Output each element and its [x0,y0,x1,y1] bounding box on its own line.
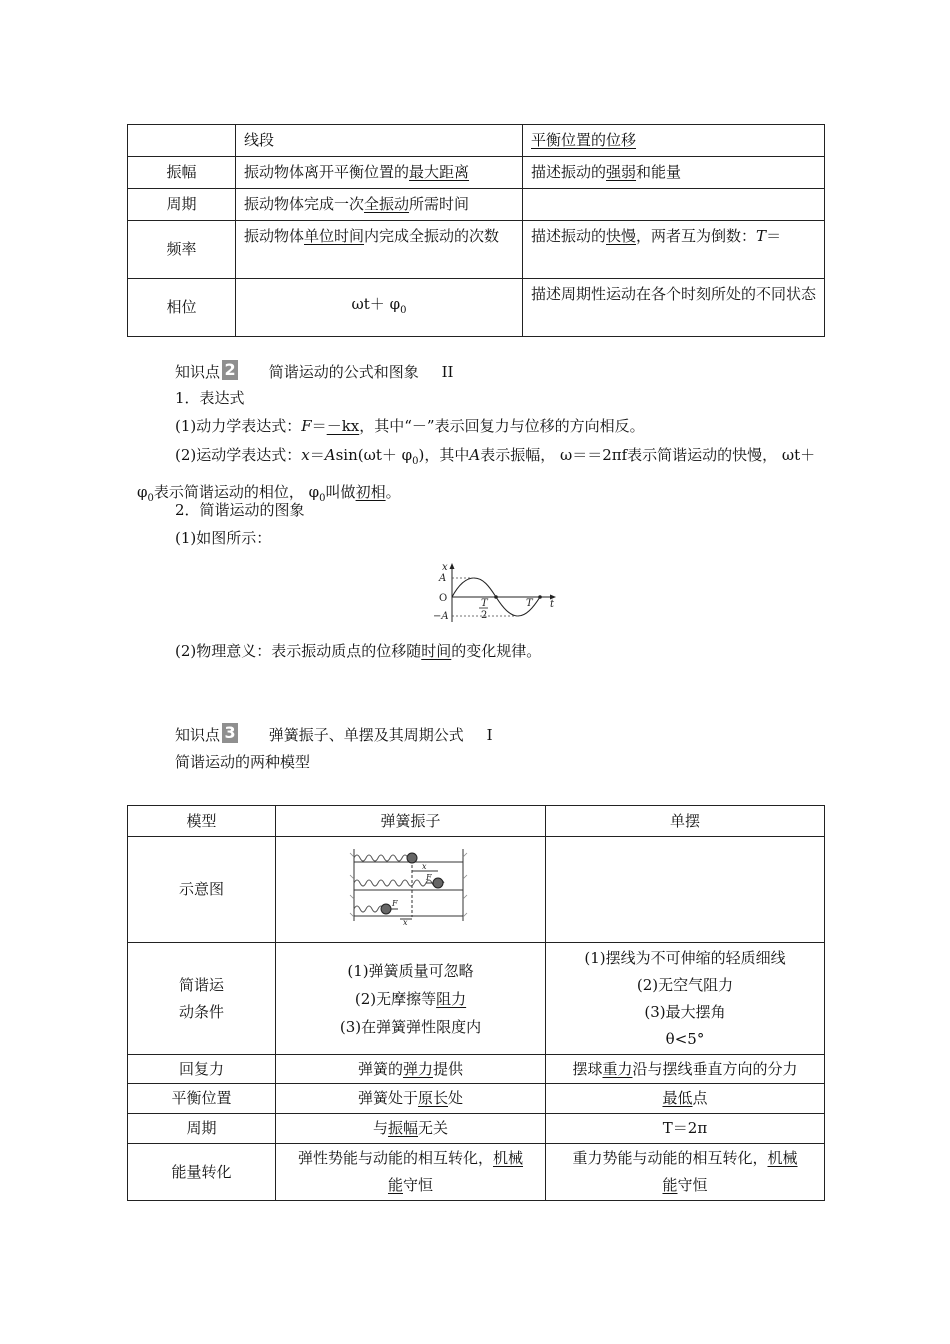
table-cell: 重力势能与动能的相互转化，机械 能守恒 [546,1144,825,1201]
section-2-heading: 知识点 2 简谐运动的公式和图象 II [175,360,454,381]
paragraph: (2)运动学表达式：$x=Asin(\omega t+ \varphi_0)$，其中A表示振幅， ω＝＝2πf表示简谐运动的快慢， $\omega t+ \varphi_0$表示简谐运动的相位， $\varphi_0$叫做初相。 [137,446,816,504]
table-row [128,221,825,279]
y-axis-label: x [442,562,448,573]
table-cell: 弹簧处于原长处 [276,1084,546,1114]
row-label: 周期 [128,1114,276,1144]
table-cell: 摆球重力沿与摆线垂直方向的分力 [546,1055,825,1084]
column-header: 模型 [128,806,276,837]
table-cell: $\omega t+ \varphi_0$ [236,279,523,337]
subheading: 2．简谐运动的图象 [175,501,305,519]
table-cell: (1)弹簧质量可忽略 (2)无摩擦等阻力 (3)在弹簧弹性限度内 [276,943,546,1055]
row-label: 简谐运 动条件 [128,943,276,1055]
table-cell [276,837,546,943]
table-row [128,125,825,157]
row-label: 回复力 [128,1055,276,1084]
displacement-label: x [403,918,408,925]
table-cell: 振动物体完成一次全振动所需时间 [236,189,523,221]
section-3-heading: 知识点 3 弹簧振子、单摆及其周期公式 I [175,723,493,744]
paragraph: (2)物理意义：表示振动质点的位移随时间的变化规律。 [175,642,542,660]
section-number-badge: 3 [222,723,238,743]
table-row [128,279,825,337]
row-label: 振幅 [128,157,236,189]
row-label: 频率 [128,221,236,279]
table-cell: 振动物体单位时间内完成全振动的次数 [236,221,523,279]
sine-graph [425,560,565,625]
table-cell: 描述振动的快慢，两者互为倒数：T＝ [523,221,825,279]
row-label: 相位 [128,279,236,337]
paragraph: 简谐运动的两种模型 [175,753,311,771]
table-cell: 振动物体离开平衡位置的最大距离 [236,157,523,189]
table-cell: 线段 [236,125,523,157]
table-cell: 描述周期性运动在各个时刻所处的不同状态 [523,279,825,337]
table-cell: 描述振动的强弱和能量 [523,157,825,189]
models-table [127,805,825,1201]
table-cell [546,837,825,943]
section-number-badge: 2 [222,360,238,380]
phase-formula: ωt＋ φ [351,295,401,313]
table-cell: 与振幅无关 [276,1114,546,1144]
paragraph: (1)如图所示： [175,529,272,547]
table-cell: (1)摆线为不可伸缩的轻质细线 (2)无空气阻力 (3)最大摆角 θ<5° [546,943,825,1055]
table-row [128,1114,825,1144]
half-period-numerator: T [481,598,488,609]
table-cell: 平衡位置的位移 [523,125,825,157]
displacement-label: x [422,862,427,871]
force-label: F [426,873,432,882]
row-label: 平衡位置 [128,1084,276,1114]
column-header: 单摆 [546,806,825,837]
table-row [128,943,825,1055]
table-row [128,1144,825,1201]
y-max-label: A [439,573,447,584]
spring-oscillator-diagram [348,845,473,925]
vibration-quantities-table [127,124,825,337]
force-label: F [392,899,398,908]
table-cell: 弹簧的弹力提供 [276,1055,546,1084]
x-axis-label: t [550,599,555,610]
row-label: 周期 [128,189,236,221]
table-row [128,1084,825,1114]
row-label: 能量转化 [128,1144,276,1201]
table-row [128,189,825,221]
table-cell: 弹性势能与动能的相互转化，机械 能守恒 [276,1144,546,1201]
subheading: 1．表达式 [175,389,245,407]
y-min-label: −A [433,611,449,622]
column-header: 弹簧振子 [276,806,546,837]
origin-label: O [439,593,448,604]
table-cell [523,189,825,221]
row-label: 示意图 [128,837,276,943]
table-cell: 最低点 [546,1084,825,1114]
table-cell [128,125,236,157]
table-row [128,157,825,189]
half-period-denominator: 2 [481,610,488,621]
table-cell: T＝2π [546,1114,825,1144]
period-label: T [526,598,533,609]
table-row [128,837,825,943]
table-row [128,806,825,837]
table-row [128,1055,825,1084]
paragraph: (1)动力学表达式：F＝－kx，其中“－”表示回复力与位移的方向相反。 [175,417,645,435]
